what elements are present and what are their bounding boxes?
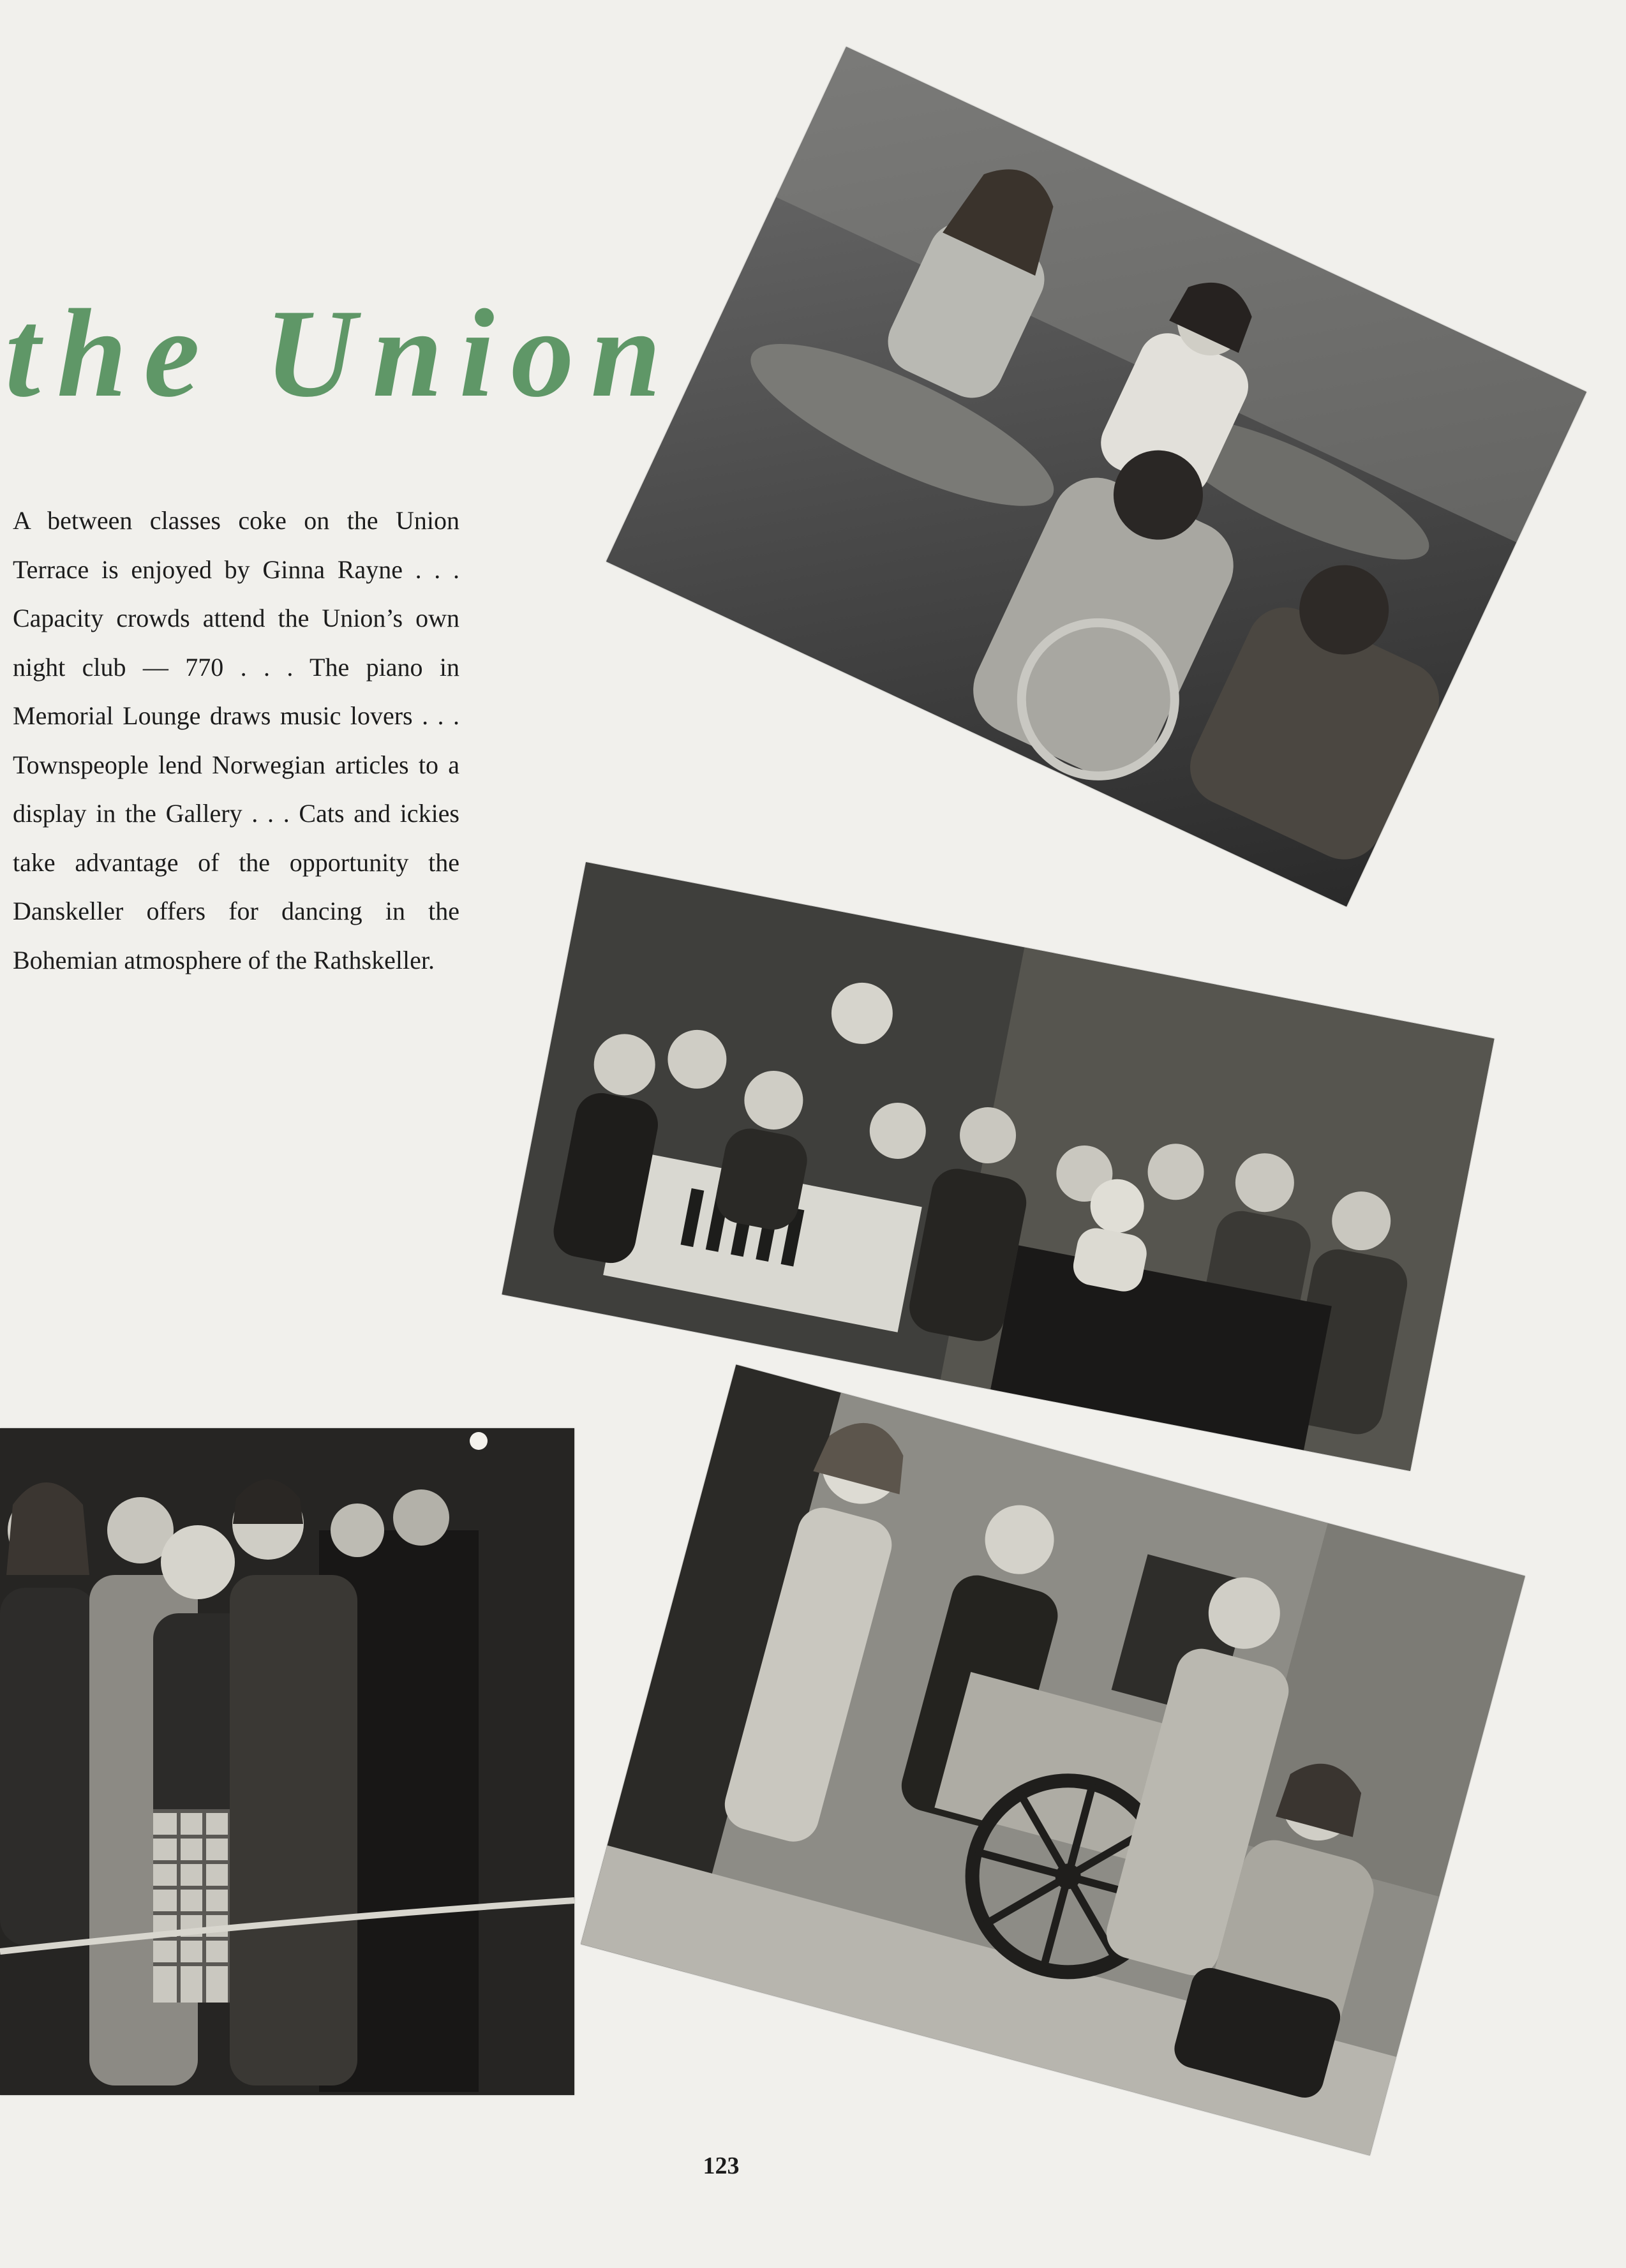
photo-union-terrace [606,47,1586,907]
page-title: the Union [5,283,678,423]
photo-rathskeller-dance [0,1428,574,2095]
photo-night-club [502,862,1494,1471]
photo-gallery-display [581,1364,1525,2155]
page-number: 123 [703,2152,740,2179]
caption-text: A between classes coke on the Union Terrace is enjoyed by Ginna Rayne . . . Capacity crowds attend the Union’s own night club — 770 . . . The piano in Memorial Lounge draws music lovers . . . Townspeople lend Norwegian articles to a display in the Gallery . . . Cats and ickies take advantage of the opportunity the Danskeller offers for dancing in the Bohemian atmosphere of the Rathskeller. [13,506,459,974]
